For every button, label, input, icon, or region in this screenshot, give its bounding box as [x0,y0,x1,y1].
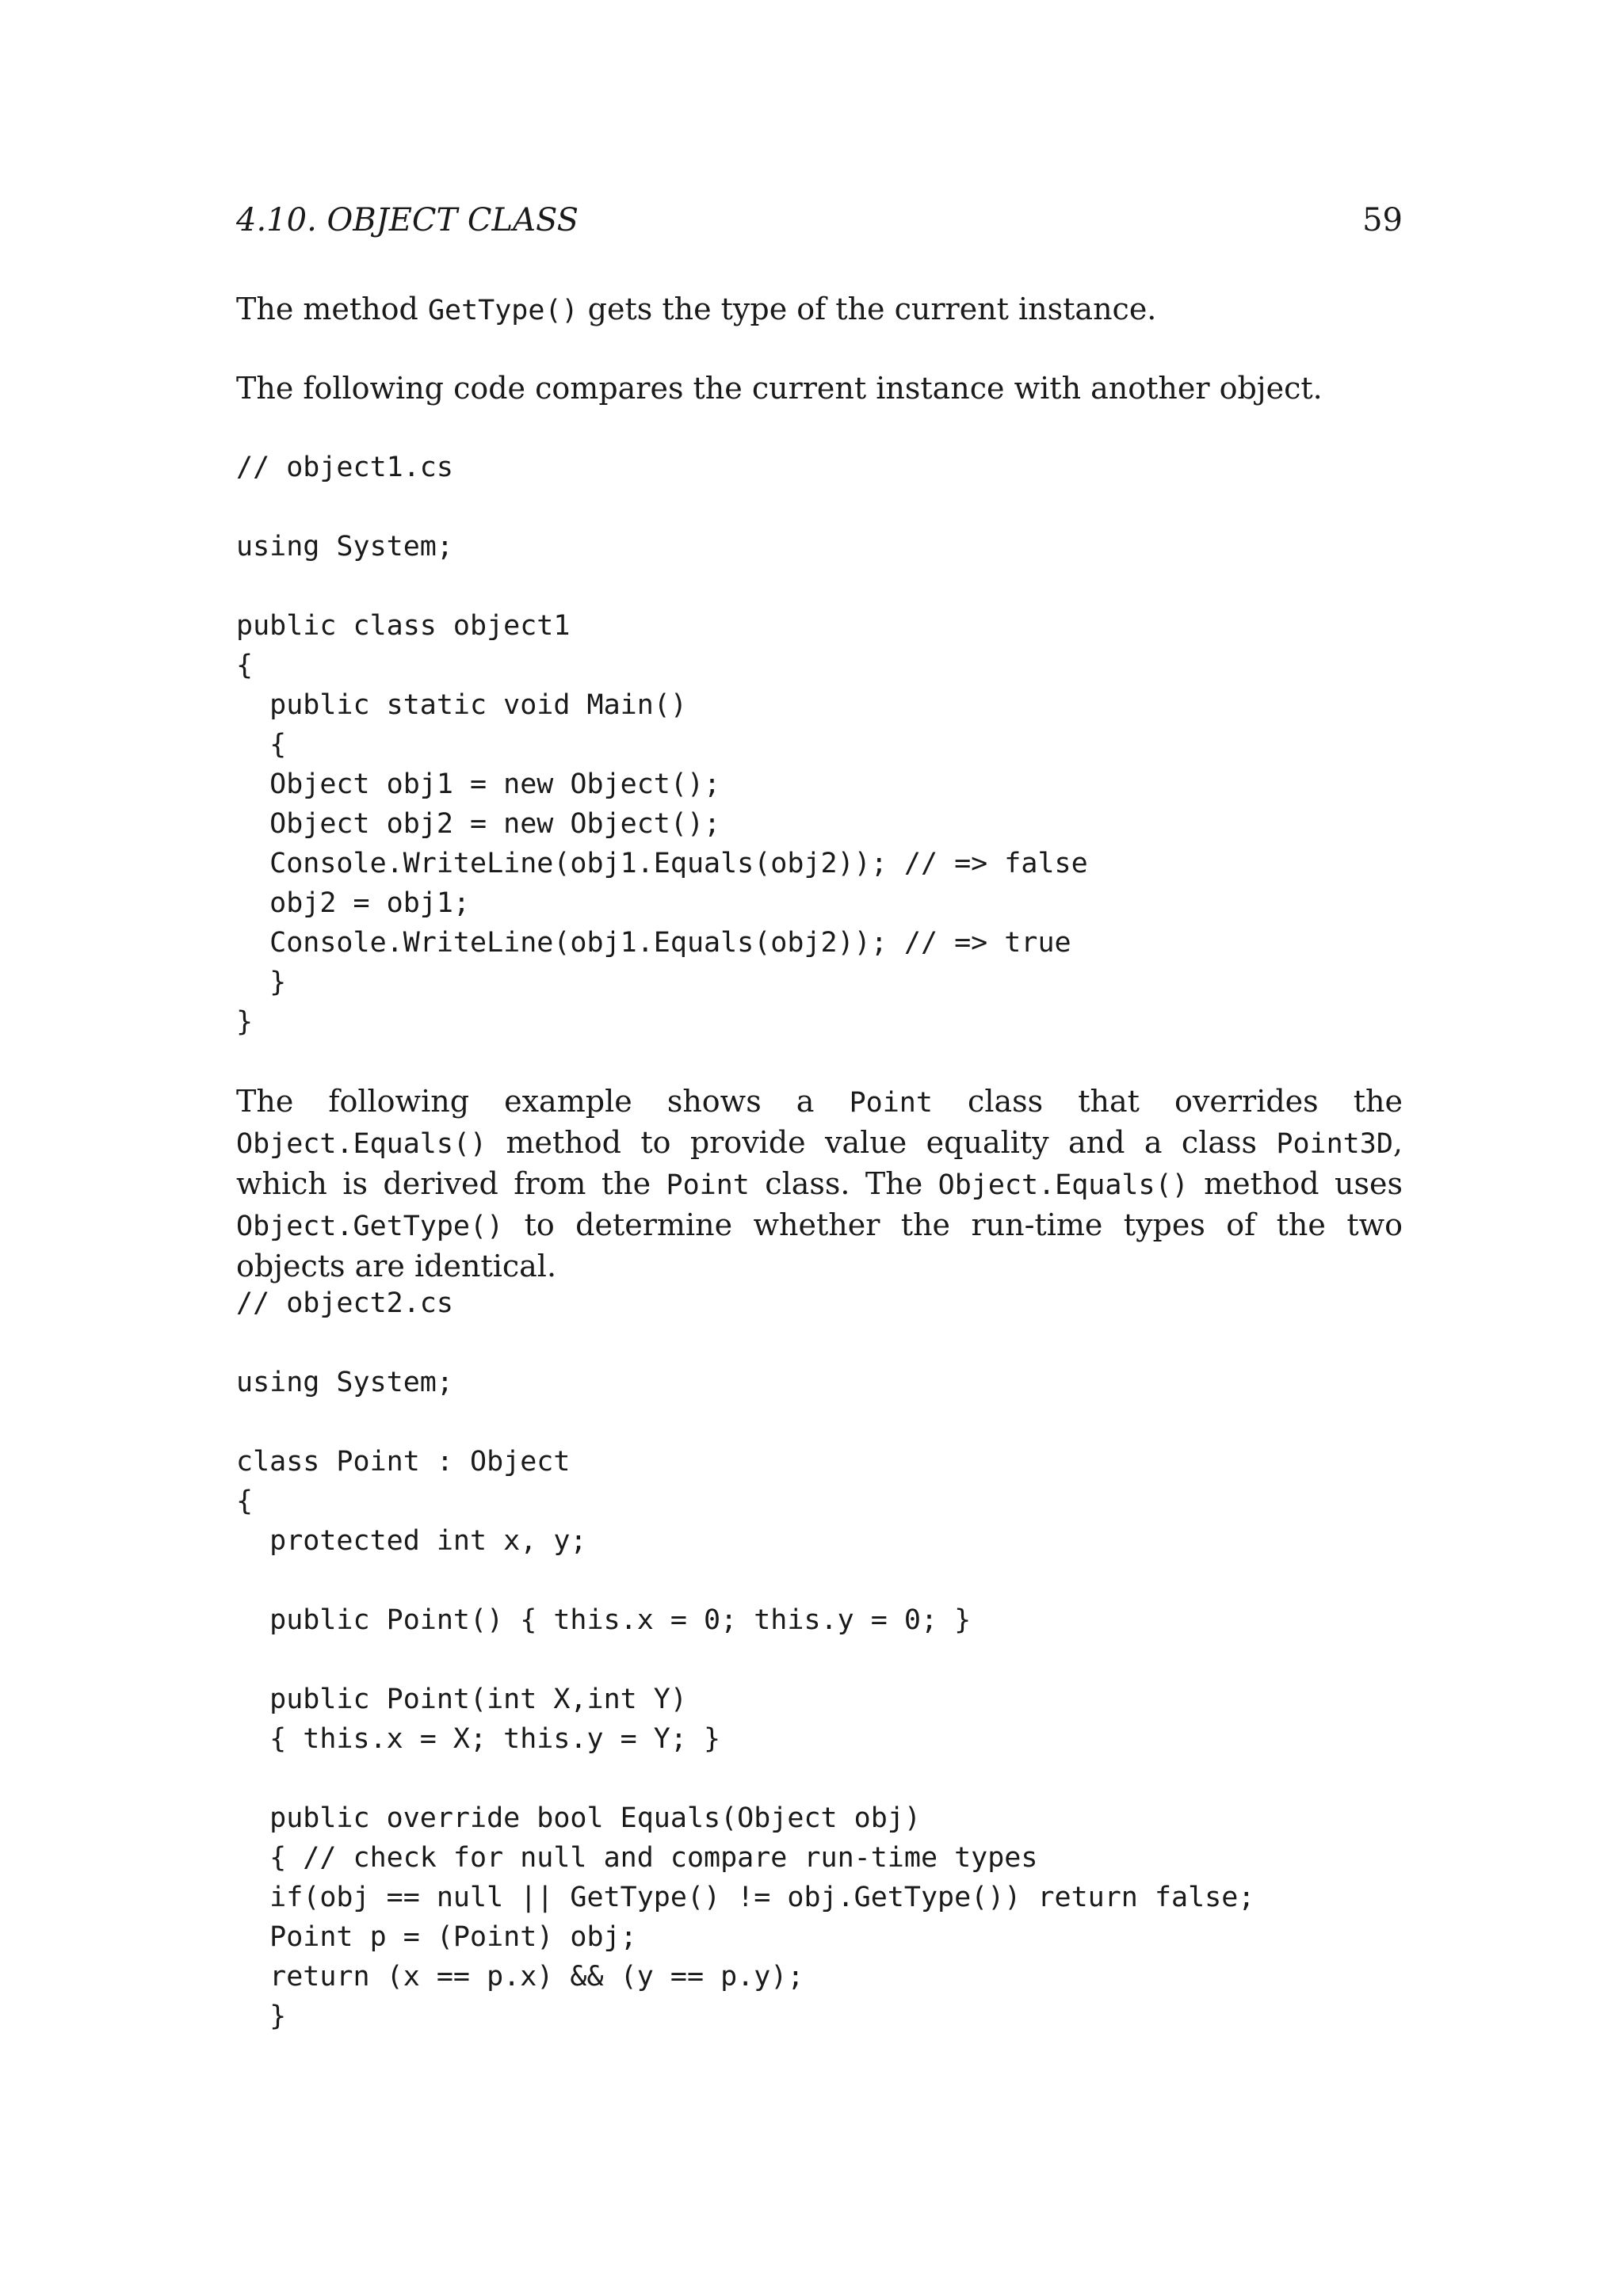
paragraph-gettype [236,289,1403,330]
code-line: Object obj1 = new Object(); [236,769,721,800]
text-run: class. The [749,1166,938,1201]
inline-code: Point [849,1087,933,1119]
code-line: Console.WriteLine(obj1.Equals(obj2)); // => false [236,848,1088,879]
code-line: return (x == p.x) && (y == p.y); [236,1961,804,1993]
code-line: public override bool Equals(Object obj) [236,1802,921,1834]
code-listing-object2 [236,1283,1254,2036]
code-listing-object1 [236,448,1088,1042]
text-run: The method [236,292,428,326]
code-line: { [236,729,287,761]
code-line [236,1640,1254,1680]
code-line: { // check for null and compare run-time types [236,1842,1038,1874]
code-line: protected int x, y; [236,1525,587,1557]
inline-code: GetType() [427,295,579,326]
text-run: , which is derived from the [236,1125,1403,1201]
section-title: 4.10. OBJECT CLASS [236,202,579,238]
text-run: gets the type of the current instance. [578,292,1157,326]
text-run: method to provide value equality and a class [487,1125,1277,1160]
code-line: } [236,1006,254,1038]
code-line: if(obj == null || GetType() != obj.GetType()) return false; [236,1882,1255,1913]
code-line: using System; [236,1367,453,1398]
code-line: public Point() { this.x = 0; this.y = 0; } [236,1604,972,1636]
text-run: The following example shows a [236,1084,850,1119]
code-line: { [236,1486,254,1517]
paragraph-compare-intro: The following code compares the current instance with another object. [236,371,1323,406]
code-line [236,1402,1254,1442]
code-line: Point p = (Point) obj; [236,1921,637,1953]
code-line: obj2 = obj1; [236,887,471,919]
code-line: // object1.cs [236,452,453,483]
code-line: using System; [236,531,453,563]
code-line [236,1561,1254,1600]
code-line: { this.x = X; this.y = Y; } [236,1723,721,1755]
code-line [236,1759,1254,1798]
inline-code: Point [666,1169,750,1201]
page-number: 59 [1362,202,1403,238]
inline-code: Object.Equals() [236,1128,487,1160]
text-run: class that overrides the [932,1084,1403,1119]
text-run: to determine whether the run-time types of the two objects are identical. [236,1207,1403,1283]
paragraph-point-example [236,1081,1403,1286]
inline-code: Point3D [1276,1128,1393,1160]
code-line: class Point : Object [236,1446,571,1478]
code-line [236,566,1088,606]
code-line [236,487,1088,527]
code-line: public Point(int X,int Y) [236,1684,687,1715]
code-line: } [236,967,287,998]
code-line: } [236,2000,287,2032]
code-line: { [236,650,254,681]
code-line: Object obj2 = new Object(); [236,808,721,840]
code-line: public static void Main() [236,689,687,721]
code-line: Console.WriteLine(obj1.Equals(obj2)); // => true [236,927,1071,959]
text-run: method uses [1188,1166,1403,1201]
inline-code: Object.Equals() [938,1169,1189,1201]
inline-code: Object.GetType() [236,1211,504,1242]
code-line: // object2.cs [236,1287,453,1319]
code-line: public class object1 [236,610,571,642]
code-line [236,1323,1254,1363]
